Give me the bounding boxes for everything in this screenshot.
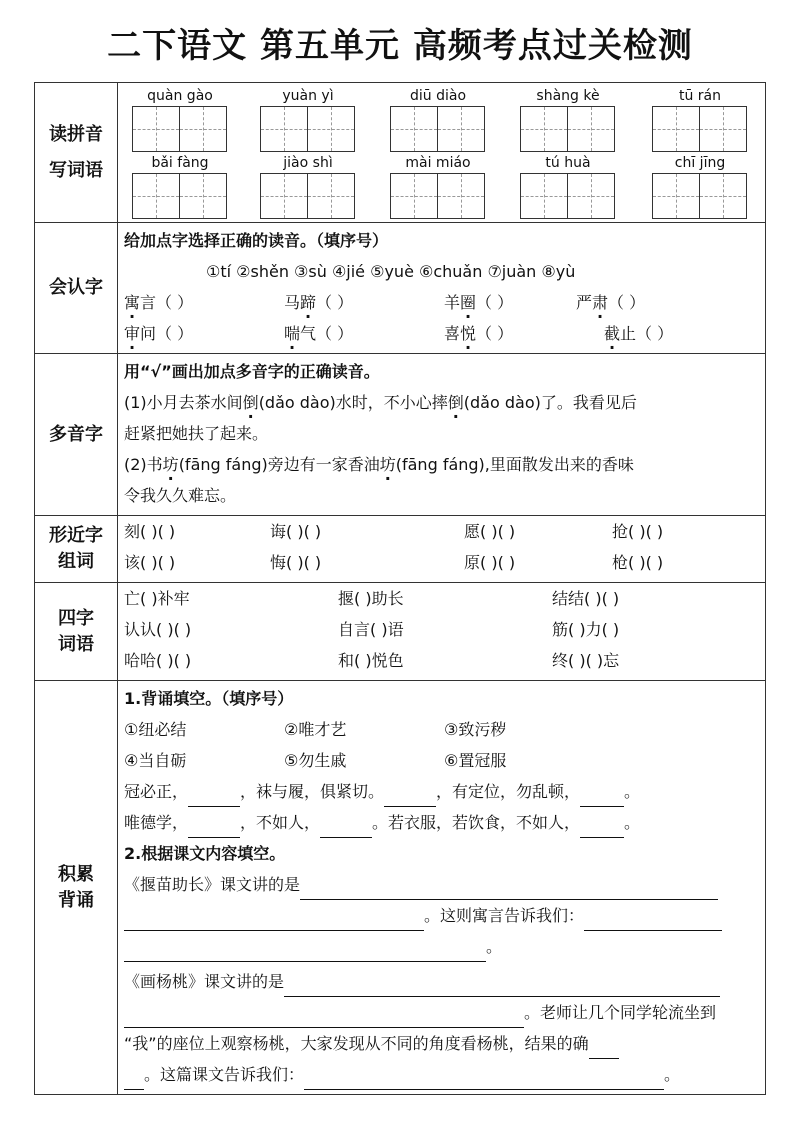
worksheet-table <box>34 82 766 1095</box>
pinyin-text: shàng kè <box>536 88 600 104</box>
write-box[interactable] <box>652 106 700 152</box>
similar-row1 <box>124 516 759 547</box>
write-box[interactable] <box>132 106 180 152</box>
label-polyphone: 多音字 <box>35 354 118 516</box>
recite-fill-line2: 唯德学， ，不如人， 。若衣服，若饮食，不如人， 。 <box>124 807 759 838</box>
recognize-item: 喘气（ ） <box>284 324 354 343</box>
answer-blank[interactable] <box>188 817 240 838</box>
label-pinyin-line2: 写词语 <box>49 159 103 181</box>
answer-blank[interactable] <box>589 1036 619 1059</box>
pinyin-text: bǎi fàng <box>151 155 209 171</box>
recite-option: ①纽必结 <box>124 720 187 739</box>
recognize-item: 寓言（ ） <box>124 293 194 312</box>
idioms-row1 <box>124 583 759 614</box>
write-box[interactable] <box>179 106 227 152</box>
recite-s2-line1: 《画杨桃》课文讲的是 <box>124 966 759 997</box>
idioms-row2 <box>124 614 759 645</box>
write-box[interactable] <box>567 106 615 152</box>
answer-blank[interactable] <box>584 908 722 931</box>
pinyin-text: diū diào <box>409 88 467 104</box>
recite-s1-line2: 。这则寓言告诉我们： <box>124 900 759 931</box>
similar-item: 悔( )( ) <box>270 553 322 572</box>
write-box[interactable] <box>307 106 355 152</box>
pinyin-item <box>390 86 486 152</box>
similar-row2 <box>124 547 759 578</box>
label-similar <box>35 516 118 583</box>
idiom-item: 哈哈( )( ) <box>124 651 192 670</box>
similar-item: 刻( )( ) <box>124 522 176 541</box>
recite-option: ④当自砺 <box>124 751 187 770</box>
label-recognize: 会认字 <box>35 223 118 354</box>
answer-blank[interactable] <box>320 817 372 838</box>
recite-s2-line3: “我”的座位上观察杨桃，大家发现从不同的角度看杨桃，结果的确 <box>124 1028 759 1059</box>
answer-blank[interactable] <box>384 786 436 807</box>
recite-s1-line3: 。 <box>124 931 759 962</box>
answer-blank[interactable] <box>304 1067 664 1090</box>
write-box[interactable] <box>437 173 485 219</box>
pinyin-text: tū rán <box>678 88 722 104</box>
similar-item: 愿( )( ) <box>464 522 516 541</box>
write-box[interactable] <box>390 173 438 219</box>
polyphone-heading: 用“√”画出加点多音字的正确读音。 <box>124 362 380 381</box>
pinyin-item <box>132 86 228 152</box>
recite-option: ⑥置冠服 <box>444 751 507 770</box>
answer-blank[interactable] <box>580 817 624 838</box>
recognize-item: 截止（ ） <box>604 324 674 343</box>
write-box[interactable] <box>520 173 568 219</box>
section-similar <box>35 516 766 583</box>
recite-option: ⑤勿生戚 <box>284 751 347 770</box>
idiom-item: 筋( )力( ) <box>552 620 620 639</box>
label-pinyin-line1: 读拼音 <box>49 123 103 145</box>
recognize-options: ①tí ②shěn ③sù ④jié ⑤yuè ⑥chuǎn ⑦juàn ⑧yù <box>206 262 576 281</box>
recite-q1-heading: 1.背诵填空。（填序号） <box>124 689 294 708</box>
idiom-item: 终( )( )忘 <box>552 651 620 670</box>
similar-item: 该( )( ) <box>124 553 176 572</box>
answer-blank[interactable] <box>124 939 486 962</box>
label-recite-line2: 背诵 <box>58 889 94 911</box>
label-recite-line1: 积累 <box>58 863 94 885</box>
answer-blank[interactable] <box>124 1005 524 1028</box>
pinyin-item <box>260 153 356 219</box>
similar-item: 诲( )( ) <box>270 522 322 541</box>
recognize-item: 喜悦（ ） <box>444 324 514 343</box>
section-pinyin <box>35 83 766 223</box>
recognize-item: 严肃（ ） <box>576 293 646 312</box>
answer-blank[interactable] <box>124 908 424 931</box>
write-box[interactable] <box>567 173 615 219</box>
write-box[interactable] <box>260 173 308 219</box>
label-pinyin <box>35 83 118 223</box>
pinyin-item <box>132 153 228 219</box>
write-box[interactable] <box>179 173 227 219</box>
write-box[interactable] <box>652 173 700 219</box>
answer-blank[interactable] <box>124 1067 144 1090</box>
polyphone-q2-cont: 令我久久难忘。 <box>124 486 237 505</box>
recognize-heading: 给加点字选择正确的读音。（填序号） <box>124 231 389 250</box>
label-idioms-line1: 四字 <box>58 607 94 629</box>
label-similar-line2: 组词 <box>58 551 94 572</box>
write-box[interactable] <box>699 106 747 152</box>
polyphone-q2: (2)书坊(fāng fáng)旁边有一家香油坊(fāng fáng),里面散发出来的香味 <box>124 455 634 474</box>
pinyin-item <box>520 153 616 219</box>
recognize-item: 羊圈（ ） <box>444 293 514 312</box>
answer-blank[interactable] <box>188 786 240 807</box>
recognize-row1 <box>124 287 759 318</box>
write-box[interactable] <box>390 106 438 152</box>
idiom-item: 揠( )助长 <box>338 589 404 608</box>
answer-blank[interactable] <box>284 974 720 997</box>
write-box[interactable] <box>437 106 485 152</box>
section-polyphone <box>35 354 766 516</box>
write-box[interactable] <box>307 173 355 219</box>
pinyin-item <box>652 86 748 152</box>
answer-blank[interactable] <box>300 877 718 900</box>
pinyin-item <box>260 86 356 152</box>
write-box[interactable] <box>699 173 747 219</box>
pinyin-item <box>390 153 486 219</box>
recognize-item: 审问（ ） <box>124 324 194 343</box>
recite-s2-line2: 。老师让几个同学轮流坐到 <box>124 997 759 1028</box>
recite-s2-line4: 。这篇课文告诉我们： 。 <box>124 1059 759 1090</box>
section-recognize <box>35 223 766 354</box>
answer-blank[interactable] <box>580 786 624 807</box>
similar-item: 枪( )( ) <box>612 553 664 572</box>
pinyin-text: yuàn yì <box>282 88 334 104</box>
pinyin-text: chī jīng <box>674 155 726 171</box>
pinyin-item <box>652 153 748 219</box>
similar-item: 原( )( ) <box>464 553 516 572</box>
label-recite <box>35 681 118 1095</box>
polyphone-q1: (1)小月去茶水间倒(dǎo dào)水时，不小心摔倒(dǎo dào)了。我看见后 <box>124 393 637 412</box>
idiom-item: 亡( )补牢 <box>124 589 190 608</box>
recite-option: ③致污秽 <box>444 720 507 739</box>
label-idioms <box>35 583 118 681</box>
section-recite <box>35 681 766 1095</box>
label-similar-line1: 形近字 <box>49 525 103 546</box>
polyphone-q1-cont: 赶紧把她扶了起来。 <box>124 424 269 443</box>
recognize-item: 马蹄（ ） <box>284 293 354 312</box>
pinyin-grid <box>118 83 765 217</box>
similar-item: 抢( )( ) <box>612 522 664 541</box>
idiom-item: 自言( )语 <box>338 620 404 639</box>
pinyin-item <box>520 86 616 152</box>
recite-options-row1 <box>124 714 759 745</box>
idiom-item: 结结( )( ) <box>552 589 620 608</box>
recite-q2-heading: 2.根据课文内容填空。 <box>124 844 286 863</box>
section-idioms <box>35 583 766 681</box>
idioms-row3 <box>124 645 759 676</box>
write-box[interactable] <box>132 173 180 219</box>
write-box[interactable] <box>520 106 568 152</box>
write-box[interactable] <box>260 106 308 152</box>
idiom-item: 和( )悦色 <box>338 651 404 670</box>
recite-option: ②唯才艺 <box>284 720 347 739</box>
recite-fill-line1: 冠必正， ，袜与履，俱紧切。 ，有定位，勿乱顿， 。 <box>124 776 759 807</box>
recite-s1-line1: 《揠苗助长》课文讲的是 <box>124 869 759 900</box>
recognize-row2 <box>124 318 759 349</box>
pinyin-text: mài miáo <box>405 155 471 171</box>
pinyin-text: quàn gào <box>147 88 213 104</box>
idiom-item: 认认( )( ) <box>124 620 192 639</box>
pinyin-text: tú huà <box>545 155 591 171</box>
recite-options-row2 <box>124 745 759 776</box>
label-idioms-line2: 词语 <box>58 633 94 655</box>
page-title: 二下语文 第五单元 高频考点过关检测 <box>107 26 693 66</box>
pinyin-text: jiào shì <box>283 155 333 171</box>
